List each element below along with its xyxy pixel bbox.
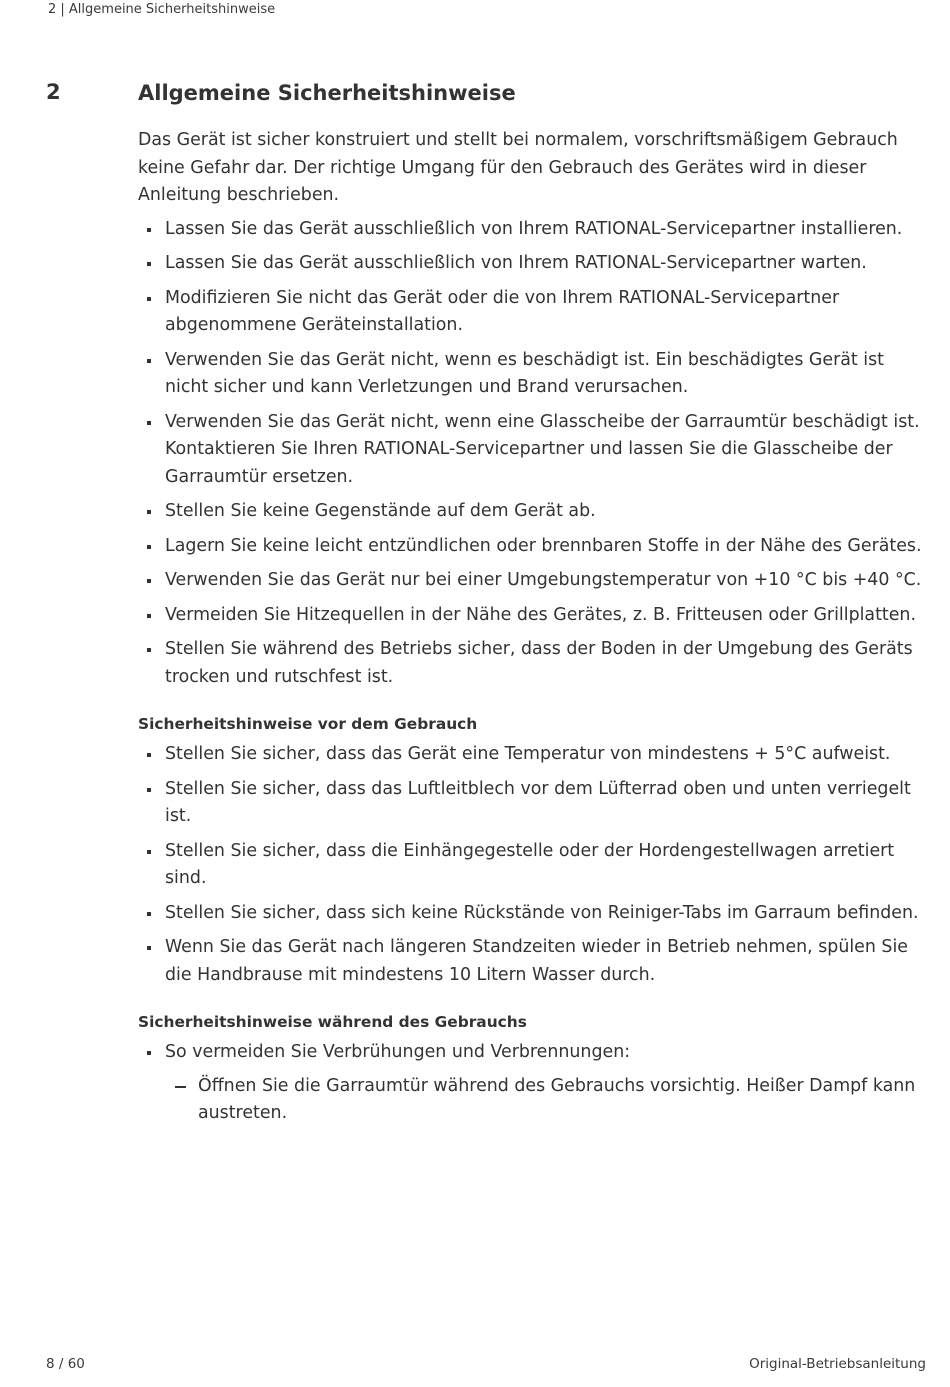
list-item bbox=[138, 1039, 928, 1128]
list-item: Vermeiden Sie Hitzequellen in der Nähe des Gerätes, z. B. Fritteusen oder Grillplatten. bbox=[138, 602, 928, 630]
list-item: Lassen Sie das Gerät ausschließlich von Ihrem RATIONAL-Servicepartner warten. bbox=[138, 250, 928, 278]
intro-paragraph: Das Gerät ist sicher konstruiert und stellt bei normalem, vorschriftsmäßigem Gebrauch keine Gefahr dar. Der richtige Umgang für den Gebrauch des Gerätes wird in dieser Anleitung beschrieben. bbox=[138, 130, 898, 205]
list-item-text: So vermeiden Sie Verbrühungen und Verbrennungen: bbox=[165, 1042, 631, 1062]
during-use-sublist bbox=[165, 1073, 928, 1128]
running-header: 2 | Allgemeine Sicherheitshinweise bbox=[48, 2, 276, 17]
before-use-heading: Sicherheitshinweise vor dem Gebrauch bbox=[138, 715, 478, 733]
during-use-list bbox=[138, 1039, 928, 1128]
page-number: 8 / 60 bbox=[46, 1356, 85, 1372]
section-number: 2 bbox=[46, 80, 61, 104]
list-item: Stellen Sie sicher, dass das Gerät eine Temperatur von mindestens + 5°C aufweist. bbox=[138, 741, 928, 769]
before-use-list bbox=[138, 741, 928, 989]
list-item: Verwenden Sie das Gerät nicht, wenn eine Glasscheibe der Garraumtür beschädigt ist. Kontaktieren Sie Ihren RATIONAL-Servicepartner und lassen Sie die Glasscheibe der Garraumtür ersetzen. bbox=[138, 409, 928, 492]
list-item: Stellen Sie sicher, dass die Einhängegestelle oder der Hordengestellwagen arretiert sind. bbox=[138, 838, 928, 893]
list-item: Verwenden Sie das Gerät nur bei einer Umgebungstemperatur von +10 °C bis +40 °C. bbox=[138, 567, 928, 595]
footer-doc-title: Original-Betriebsanleitung bbox=[749, 1356, 926, 1372]
general-safety-list bbox=[138, 216, 928, 692]
list-item: Stellen Sie sicher, dass das Luftleitblech vor dem Lüfterrad oben und unten verriegelt ist. bbox=[138, 776, 928, 831]
list-item: Verwenden Sie das Gerät nicht, wenn es beschädigt ist. Ein beschädigtes Gerät ist nicht sicher und kann Verletzungen und Brand verursachen. bbox=[138, 347, 928, 402]
sub-list-item: Öffnen Sie die Garraumtür während des Gebrauchs vorsichtig. Heißer Dampf kann austreten. bbox=[165, 1073, 928, 1128]
list-item: Wenn Sie das Gerät nach längeren Standzeiten wieder in Betrieb nehmen, spülen Sie die Handbrause mit mindestens 10 Litern Wasser durch. bbox=[138, 934, 928, 989]
section-title: Allgemeine Sicherheitshinweise bbox=[138, 81, 516, 105]
list-item: Stellen Sie während des Betriebs sicher, dass der Boden in der Umgebung des Geräts trocken und rutschfest ist. bbox=[138, 636, 928, 691]
list-item: Stellen Sie sicher, dass sich keine Rückstände von Reiniger-Tabs im Garraum befinden. bbox=[138, 900, 928, 928]
list-item: Stellen Sie keine Gegenstände auf dem Gerät ab. bbox=[138, 498, 928, 526]
page-content bbox=[138, 80, 928, 1135]
during-use-heading: Sicherheitshinweise während des Gebrauchs bbox=[138, 1013, 527, 1031]
list-item: Lagern Sie keine leicht entzündlichen oder brennbaren Stoffe in der Nähe des Gerätes. bbox=[138, 533, 928, 561]
list-item: Lassen Sie das Gerät ausschließlich von Ihrem RATIONAL-Servicepartner installieren. bbox=[138, 216, 928, 244]
list-item: Modifizieren Sie nicht das Gerät oder die von Ihrem RATIONAL-Servicepartner abgenommene Geräteinstallation. bbox=[138, 285, 928, 340]
